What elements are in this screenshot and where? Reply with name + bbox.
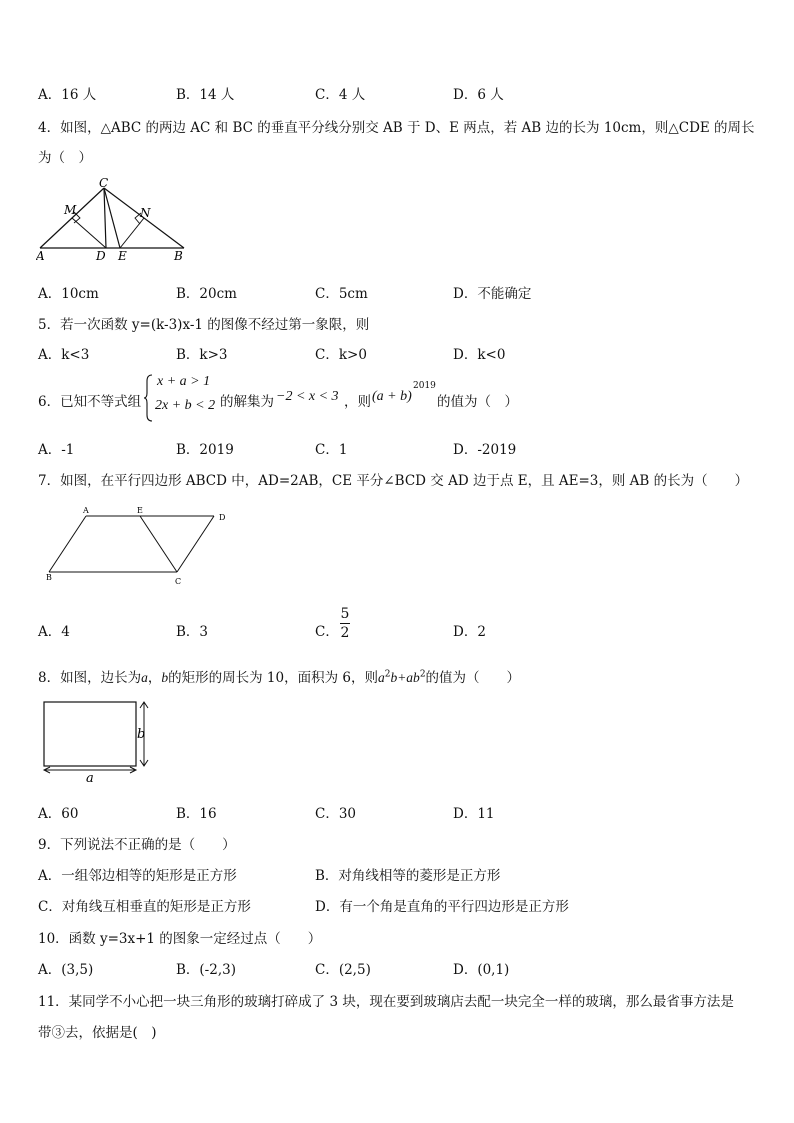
q6-comma: ，则 [344,394,371,410]
q7-label-d: D [219,513,226,522]
q11-stem-line1: 11．某同学不小心把一块三角形的玻璃打碎成了 3 块，现在要到玻璃店去配一块完全一样的玻璃，那么最省事方法是 [38,994,734,1010]
q3-option-a: A．16 人 [38,87,97,103]
q3-option-d: D．6 人 [453,87,504,103]
q9-option-d: D．有一个角是直角的平行四边形是正方形 [315,899,569,915]
q5-option-c: C．k>0 [315,347,367,363]
q11-stem-line2: 带③去，依据是( ) [38,1025,157,1041]
q10-stem: 10．函数 y=3x+1 的图象一定经过点（ ） [38,931,322,947]
q6-range: −2 < x < 3 [276,389,339,404]
q5-option-a: A．k<3 [38,347,90,363]
q8-post: 的值为（ ） [425,670,521,686]
q10-option-b: B．(-2,3) [176,962,236,978]
q9-option-c: C．对角线互相垂直的矩形是正方形 [38,899,251,915]
q7-stem: 7．如图，在平行四边形 ABCD 中，AD=2AB，CE 平分∠BCD 交 AD 边于点 E，且 AE=3，则 AB 的长为（ ） [38,473,749,489]
q9-option-b: B．对角线相等的菱形是正方形 [315,868,501,884]
q8-option-b: B．16 [176,806,217,822]
q6-left-brace [144,374,154,422]
q5-option-d: D．k<0 [453,347,506,363]
q8-option-c: C．30 [315,806,357,822]
q8-var-b: b [161,670,169,685]
q4-label-a: A [36,249,45,263]
q8-var-a: a [141,670,148,685]
q7-option-d: D．2 [453,624,486,640]
q4-option-d: D．不能确定 [453,286,532,302]
q8-expr-sup2: 2 [419,669,426,680]
q4-triangle-figure [36,176,188,264]
q7-option-c: C． [315,624,339,640]
q6-expr: (a + b) [372,389,412,404]
q7-label-e: E [137,506,143,515]
q6-middle: 的解集为 [220,394,274,410]
q4-label-c: C [99,176,109,190]
fraction-bar [340,623,350,624]
q8-mid: 的矩形的周长为 10，面积为 6，则 [168,670,378,686]
q8-expr-sup1: 2 [384,669,391,680]
q8-option-a: A．60 [38,806,79,822]
q9-stem: 9．下列说法不正确的是（ ） [38,837,236,853]
q8-label-b: b [137,727,146,742]
q6-sys-line1: x + a > 1 [157,374,211,389]
q4-label-m: M [64,203,77,217]
q6-inequality-system [155,374,217,422]
q4-option-a: A．10cm [38,286,99,302]
q8-expr-mid: b+ab [390,670,420,685]
q9-option-a: A．一组邻边相等的矩形是正方形 [38,868,237,884]
q8-pre: 8．如图，边长为 [38,670,142,686]
q4-label-d: D [96,249,106,263]
q6-exponent: 2019 [413,381,436,391]
q6-option-d: D．-2019 [453,442,517,458]
q6-option-a: A．-1 [38,442,75,458]
q7-label-a: A [83,506,89,515]
q3-option-b: B．14 人 [176,87,235,103]
q7-label-b: B [46,573,52,582]
q7-option-a: A．4 [38,624,70,640]
q10-option-c: C．(2,5) [315,962,371,978]
q8-label-a: a [86,771,94,783]
q6-option-b: B．2019 [176,442,234,458]
q4-label-e: E [118,249,127,263]
q8-option-d: D．11 [453,806,495,822]
q8-stem [38,666,520,686]
fraction-denominator: 2 [340,625,350,641]
q4-stem-line1: 4．如图，△ABC 的两边 AC 和 BC 的垂直平分线分别交 AB 于 D、E 两点，若 AB 边的长为 10cm，则△CDE 的周长 [38,120,755,136]
q10-option-d: D．(0,1) [453,962,510,978]
q7-label-c: C [175,577,182,586]
q7-parallelogram-figure [42,505,232,589]
q6-suffix: 的值为（ ） [437,394,518,410]
fraction-numerator: 5 [340,606,350,622]
q4-label-b: B [174,249,183,263]
q5-stem: 5．若一次函数 y=(k-3)x-1 的图像不经过第一象限，则 [38,317,370,333]
q5-option-b: B．k>3 [176,347,228,363]
q6-prefix: 6．已知不等式组 [38,394,142,410]
q8-expr-a: a [377,670,385,685]
q10-option-a: A．(3,5) [38,962,94,978]
q6-option-c: C．1 [315,442,348,458]
q4-option-b: B．20cm [176,286,237,302]
q4-option-c: C．5cm [315,286,368,302]
q4-stem-line2: 为（ ） [38,150,92,166]
q7-option-b: B．3 [176,624,209,640]
q8-sep: ， [147,670,162,686]
q7-option-c-fraction [338,606,352,641]
q6-sys-line2: 2x + b < 2 [155,398,216,413]
q8-rectangle-figure [40,697,154,783]
q4-label-n: N [140,206,151,220]
q3-option-c: C．4 人 [315,87,366,103]
